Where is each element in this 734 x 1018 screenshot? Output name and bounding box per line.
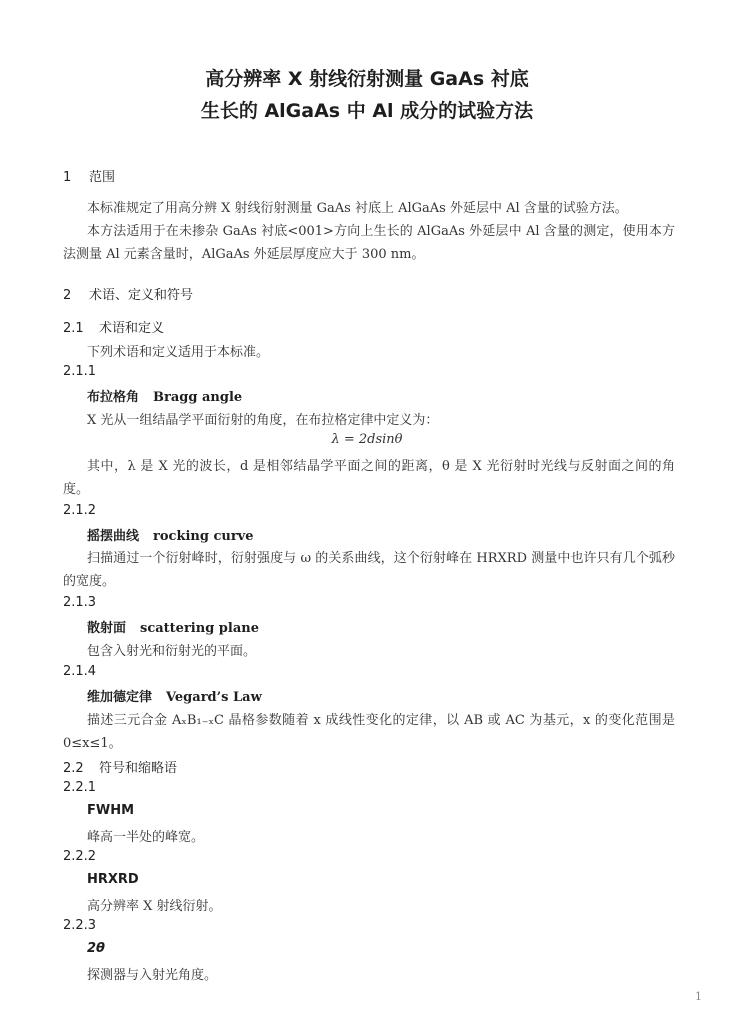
term-rocking-curve: [87, 525, 254, 544]
section-number: 2: [63, 288, 72, 303]
term-hrxrd: HRXRD: [87, 872, 139, 887]
vegards-law-definition: 描述三元合金 AₓB₁₋ₓC 晶格参数随着 x 成线性变化的定律，以 AB 或 AC 为基元，x 的变化范围是 0≤x≤1。: [63, 713, 675, 751]
term-english: rocking curve: [153, 529, 254, 544]
term-bragg-angle: [87, 386, 242, 405]
term-fwhm: FWHM: [87, 803, 135, 818]
section-title: 术语和定义: [99, 321, 165, 336]
document-title-line-2: 生长的 AlGaAs 中 Al 成分的试验方法: [200, 100, 534, 122]
term-chinese: 散射面: [87, 621, 127, 636]
section-number: 2.1: [63, 321, 84, 336]
section-2-1-heading: [63, 317, 164, 336]
section-title: 范围: [89, 170, 116, 185]
section-2-heading: [63, 284, 193, 303]
scattering-plane-definition: 包含入射光和衍射光的平面。: [87, 644, 257, 659]
term-english: Vegard’s Law: [166, 690, 262, 705]
section-2-1-intro: 下列术语和定义适用于本标准。: [87, 345, 270, 360]
fwhm-definition: 峰高一半处的峰宽。: [87, 830, 205, 845]
term-english: scattering plane: [140, 621, 259, 636]
section-2-1-2-number: 2.1.2: [63, 503, 97, 518]
section-1-paragraph-2: 本方法适用于在未掺杂 GaAs 衬底<001>方向上生长的 AlGaAs 外延层中 Al 含量的测定，使用本方法测量 Al 元素含量时，AlGaAs 外延层厚度应大于 300 nm。: [63, 224, 675, 262]
hrxrd-definition: 高分辨率 X 射线衍射。: [87, 899, 222, 914]
section-2-1-1-number: 2.1.1: [63, 364, 97, 379]
term-chinese: 摇摆曲线: [87, 529, 140, 544]
two-theta-definition: 探测器与入射光角度。: [87, 968, 218, 983]
section-number: 1: [63, 170, 72, 185]
rocking-curve-definition: 扫描通过一个衍射峰时，衍射强度与 ω 的关系曲线，这个衍射峰在 HRXRD 测量中也许只有几个弧秒的宽度。: [63, 551, 675, 589]
section-2-2-heading: [63, 757, 177, 776]
term-chinese: 维加德定律: [87, 690, 153, 705]
section-1-heading: [63, 166, 115, 185]
term-chinese: 布拉格角: [87, 390, 140, 405]
document-title-line-1: 高分辨率 X 射线衍射测量 GaAs 衬底: [205, 68, 529, 90]
bragg-explanation: 其中，λ 是 X 光的波长，d 是相邻结晶学平面之间的距离，θ 是 X 光衍射时光线与反射面之间的角度。: [63, 459, 675, 497]
section-2-2-1-number: 2.2.1: [63, 780, 97, 795]
term-scattering-plane: [87, 617, 259, 636]
term-vegards-law: [87, 686, 262, 705]
term-two-theta: 2θ: [87, 941, 105, 956]
section-1-paragraph-1: 本标准规定了用高分辨 X 射线衍射测量 GaAs 衬底上 AlGaAs 外延层中 Al 含量的试验方法。: [87, 201, 628, 216]
section-2-1-3-number: 2.1.3: [63, 595, 97, 610]
section-2-2-2-number: 2.2.2: [63, 849, 97, 864]
term-english: Bragg angle: [153, 390, 243, 405]
section-number: 2.2: [63, 761, 84, 776]
page-number: 1: [695, 990, 702, 1003]
bragg-definition: X 光从一组结晶学平面衍射的角度，在布拉格定律中定义为：: [87, 413, 439, 428]
section-2-1-4-number: 2.1.4: [63, 664, 97, 679]
section-title: 符号和缩略语: [99, 761, 178, 776]
bragg-formula: λ = 2dsinθ: [331, 432, 403, 447]
section-2-2-3-number: 2.2.3: [63, 918, 97, 933]
section-title: 术语、定义和符号: [89, 288, 194, 303]
